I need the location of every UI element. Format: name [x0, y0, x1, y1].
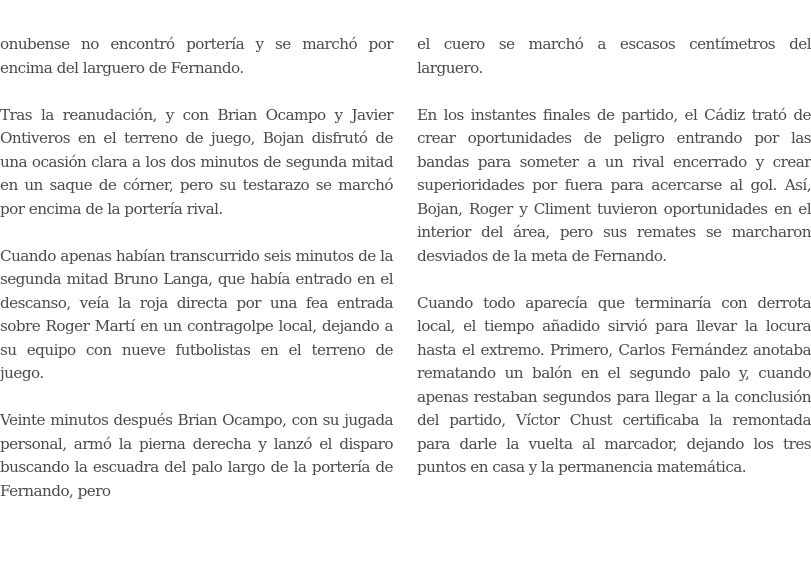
- paragraph: Veinte minutos después Brian Ocampo, con su jugada personal, armó la pierna derecha y lanzó el disparo buscando la escuadra del palo largo de la portería de Fernando, pero: [0, 411, 393, 500]
- paragraph: Cuando apenas habían transcurrido seis minutos de la segunda mitad Bruno Langa, que había entrado en el descanso, veía la roja directa por una fea entrada sobre Roger Martí en un contragolpe local, dejando a su equipo con nueve futbolistas en el terreno de juego.: [0, 246, 393, 382]
- article-column-left: [0, 33, 393, 503]
- paragraph: Cuando todo aparecía que terminaría con derrota local, el tiempo añadido sirvió para llevar la locura hasta el extremo. Primero, Carlos Fernández anotaba rematando un balón en el segundo palo y, cuando apenas restaban segundos para llegar a la conclusión del partido, Víctor Chust certificaba la remontada para darle la vuelta al marcador, dejando los tres puntos en casa y la permanencia matemática.: [417, 293, 811, 476]
- paragraph: el cuero se marchó a escasos centímetros del larguero.: [417, 35, 811, 77]
- paragraph: Tras la reanudación, y con Brian Ocampo y Javier Ontiveros en el terreno de juego, Bojan disfrutó de una ocasión clara a los dos minutos de segunda mitad en un saque de córner, pero su testarazo se marchó por encima de la portería rival.: [0, 105, 393, 218]
- paragraph: onubense no encontró portería y se marchó por encima del larguero de Fernando.: [0, 35, 393, 77]
- article-body: [0, 33, 811, 503]
- article-column-right: [417, 33, 811, 503]
- paragraph: En los instantes finales de partido, el Cádiz trató de crear oportunidades de peligro entrando por las bandas para someter a un rival encerrado y crear superioridades por fuera para acercarse al gol. Así, Bojan, Roger y Climent tuvieron oportunidades en el interior del área, pero sus remates se marcharon desviados de la meta de Fernando.: [417, 105, 811, 265]
